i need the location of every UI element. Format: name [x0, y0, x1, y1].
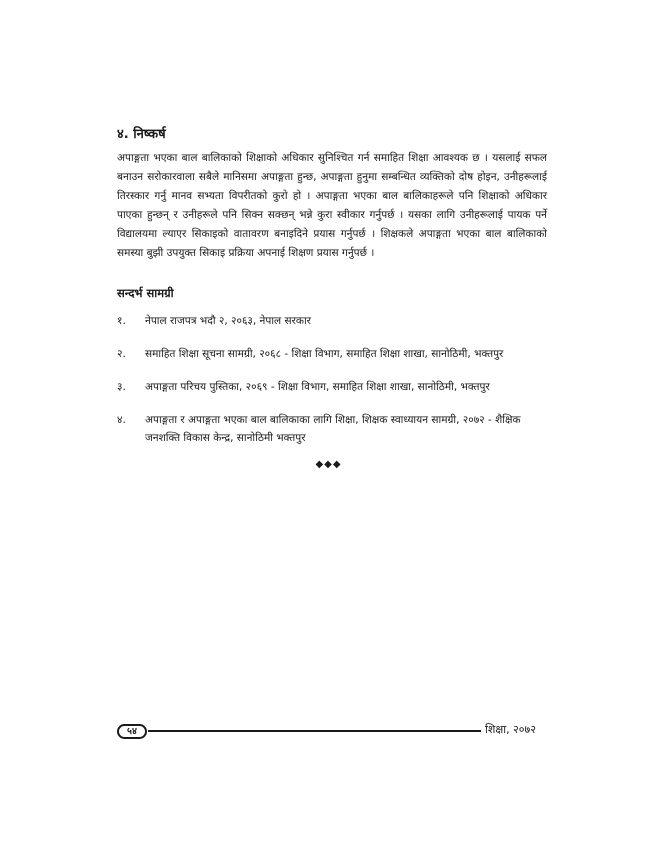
footer-rule — [148, 730, 481, 732]
references-list — [117, 312, 549, 447]
section-end-ornament: ◆◆◆ — [315, 459, 342, 470]
reference-text: अपाङ्गता परिचय पुस्तिका, २०६९ - शिक्षा विभाग, समाहित शिक्षा शाखा, सानोठिमी, भक्तपुर — [145, 381, 490, 393]
reference-number: ४. — [117, 414, 126, 426]
reference-number: १. — [117, 315, 126, 327]
page-number-badge: ५४ — [117, 724, 147, 739]
section-heading: ४. निष्कर्ष — [117, 127, 166, 142]
conclusion-paragraph: अपाङ्गता भएका बाल बालिकाको शिक्षाको अधिकार सुनिश्चित गर्न समाहित शिक्षा आवश्यक छ । यसलाई सफल बनाउन सरोकारवाला सबैले मानिसमा अपाङ्गता हुन्छ, अपाङ्गता हुनुमा सम्बन्धित व्यक्तिको दोष होइन, उनीहरूलाई तिरस्कार गर्नु मानव सभ्यता विपरीतको कुरो हो । अपाङ्गता भएका बाल बालिकाहरूले पनि शिक्षाको अधिकार पाएका हुन्छन् र उनीहरूले पनि सिक्न सक्छन् भन्ने कुरा स्वीकार गर्नुपर्छ । यसका लागि उनीहरूलाई पायक पर्ने विद्यालयमा ल्याएर सिकाइको वातावरण बनाइदिने प्रयास गर्नुपर्छ । शिक्षकले अपाङ्गता भएका बाल बालिकाको समस्या बुझी उपयुक्त सिकाइ प्रक्रिया अपनाई शिक्षण प्रयास गर्नुपर्छ । — [117, 152, 547, 259]
reference-text: नेपाल राजपत्र भदौ २, २०६३, नेपाल सरकार — [145, 315, 311, 327]
reference-text: अपाङ्गता र अपाङ्गता भएका बाल बालिकाका लागि शिक्षा, शिक्षक स्वाध्यायन सामग्री, २०७२ - शैक्षिक जनशक्ति विकास केन्द्र, सानोठिमी भक्तपुर — [145, 414, 521, 444]
reference-number: ३. — [117, 381, 126, 393]
reference-item — [117, 378, 549, 396]
footer-publication-title: शिक्षा, २०७२ — [485, 723, 536, 736]
reference-text: समाहित शिक्षा सूचना सामग्री, २०६८ - शिक्षा विभाग, समाहित शिक्षा शाखा, सानोठिमी, भक्तपुर — [145, 348, 504, 360]
reference-item — [117, 312, 549, 330]
reference-item — [117, 411, 549, 447]
reference-item — [117, 345, 549, 363]
references-heading: सन्दर्भ सामग्री — [117, 286, 174, 300]
reference-number: २. — [117, 348, 126, 360]
